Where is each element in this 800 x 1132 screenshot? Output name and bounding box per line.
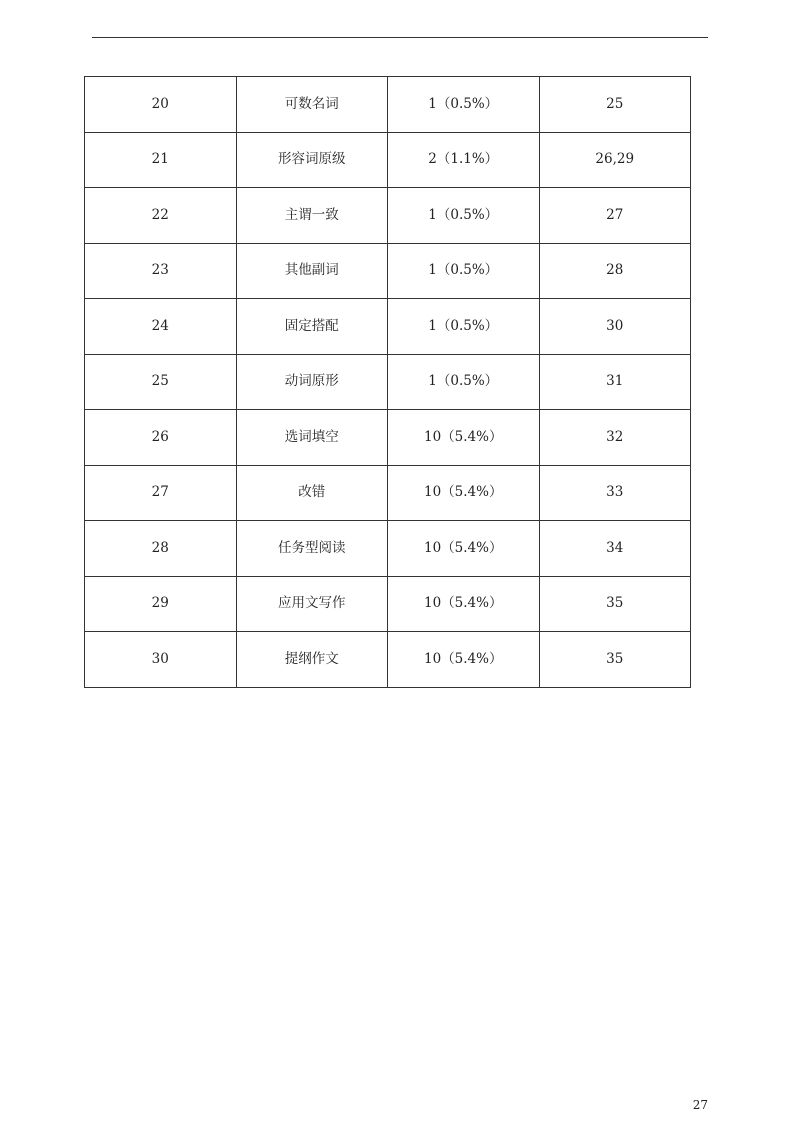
cell-score-percentage: 10（5.4%）: [388, 521, 540, 577]
cell-knowledge-point: 主谓一致: [236, 188, 388, 244]
cell-knowledge-point: 改错: [236, 465, 388, 521]
cell-knowledge-point: 应用文写作: [236, 576, 388, 632]
cell-score-percentage: 10（5.4%）: [388, 465, 540, 521]
cell-number: 30: [85, 632, 237, 688]
cell-score-percentage: 10（5.4%）: [388, 576, 540, 632]
cell-knowledge-point: 其他副词: [236, 243, 388, 299]
cell-question-number: 31: [539, 354, 691, 410]
cell-number: 20: [85, 77, 237, 133]
table-row: [85, 243, 691, 299]
cell-question-number: 27: [539, 188, 691, 244]
table-row: [85, 632, 691, 688]
cell-question-number: 32: [539, 410, 691, 466]
table-row: [85, 410, 691, 466]
header-rule: [92, 37, 708, 38]
cell-number: 25: [85, 354, 237, 410]
table-body: [85, 77, 691, 688]
table-row: [85, 521, 691, 577]
page-number: 27: [692, 1098, 708, 1112]
cell-question-number: 35: [539, 632, 691, 688]
cell-number: 24: [85, 299, 237, 355]
cell-knowledge-point: 形容词原级: [236, 132, 388, 188]
table-row: [85, 576, 691, 632]
table-row: [85, 132, 691, 188]
cell-score-percentage: 1（0.5%）: [388, 299, 540, 355]
cell-score-percentage: 1（0.5%）: [388, 188, 540, 244]
table-row: [85, 465, 691, 521]
cell-knowledge-point: 可数名词: [236, 77, 388, 133]
cell-knowledge-point: 选词填空: [236, 410, 388, 466]
table-row: [85, 188, 691, 244]
cell-question-number: 28: [539, 243, 691, 299]
cell-number: 26: [85, 410, 237, 466]
table-row: [85, 77, 691, 133]
cell-score-percentage: 10（5.4%）: [388, 410, 540, 466]
cell-score-percentage: 1（0.5%）: [388, 243, 540, 299]
cell-knowledge-point: 动词原形: [236, 354, 388, 410]
cell-score-percentage: 10（5.4%）: [388, 632, 540, 688]
table-row: [85, 299, 691, 355]
cell-knowledge-point: 固定搭配: [236, 299, 388, 355]
cell-question-number: 30: [539, 299, 691, 355]
table-row: [85, 354, 691, 410]
cell-question-number: 33: [539, 465, 691, 521]
cell-score-percentage: 1（0.5%）: [388, 77, 540, 133]
cell-question-number: 25: [539, 77, 691, 133]
cell-number: 21: [85, 132, 237, 188]
cell-number: 29: [85, 576, 237, 632]
cell-score-percentage: 2（1.1%）: [388, 132, 540, 188]
cell-number: 28: [85, 521, 237, 577]
cell-number: 27: [85, 465, 237, 521]
knowledge-point-table: [84, 76, 691, 688]
cell-number: 23: [85, 243, 237, 299]
cell-knowledge-point: 任务型阅读: [236, 521, 388, 577]
cell-question-number: 26,29: [539, 132, 691, 188]
cell-score-percentage: 1（0.5%）: [388, 354, 540, 410]
cell-question-number: 34: [539, 521, 691, 577]
cell-knowledge-point: 提纲作文: [236, 632, 388, 688]
cell-question-number: 35: [539, 576, 691, 632]
cell-number: 22: [85, 188, 237, 244]
